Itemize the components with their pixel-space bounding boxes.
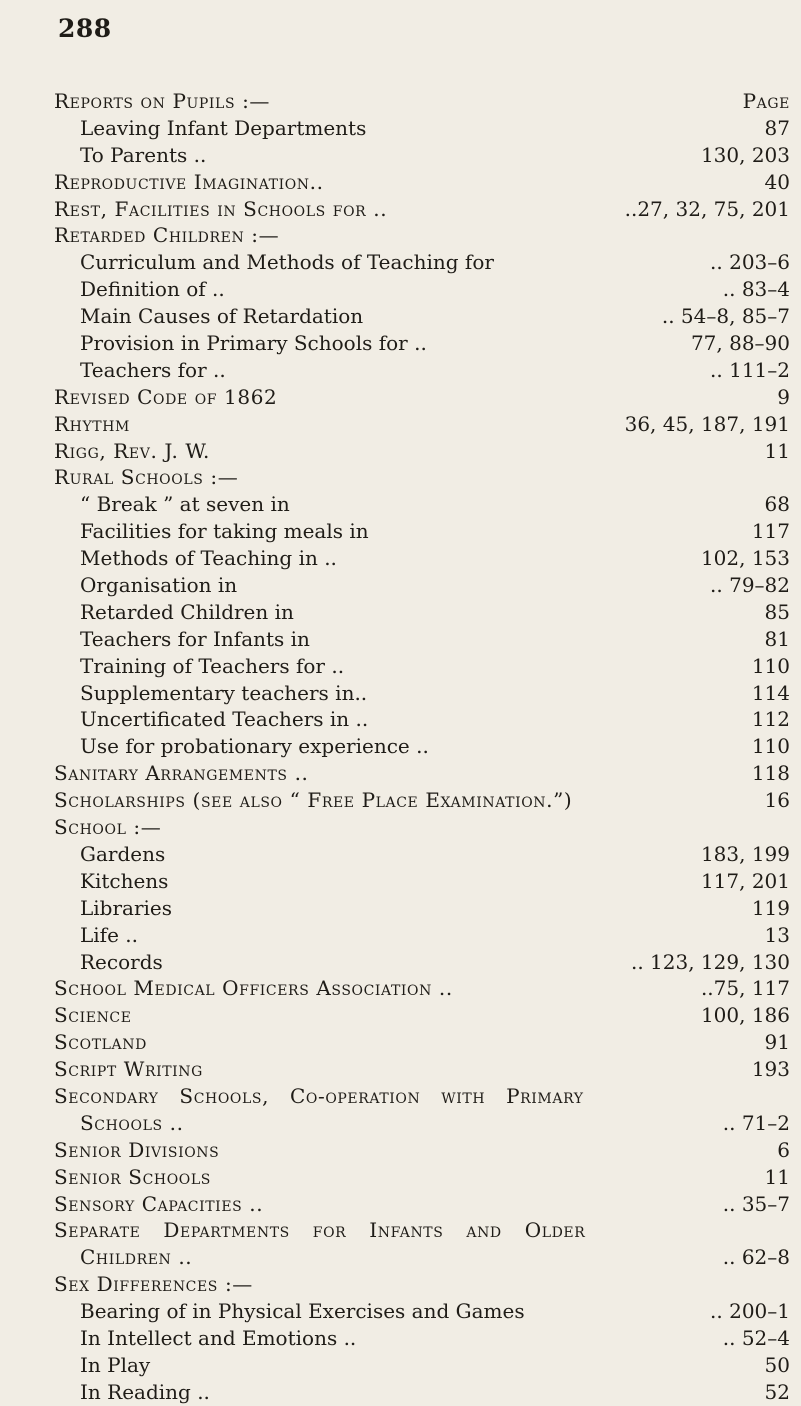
entry-pages: 11 — [764, 1164, 790, 1189]
entry-label: Senior Schools — [54, 1164, 211, 1189]
index-entry — [54, 841, 790, 868]
entry-pages: .. 35–7 — [722, 1191, 790, 1216]
index-entry — [54, 626, 790, 653]
entry-pages: .. 123, 129, 130 — [630, 949, 790, 974]
entry-label: Life .. — [80, 922, 138, 947]
index-entry — [54, 1379, 790, 1406]
index-entry — [54, 1056, 790, 1083]
entry-pages: 52 — [764, 1379, 790, 1404]
index-entry — [54, 680, 790, 707]
index-entry — [54, 115, 790, 142]
index-entry — [54, 491, 790, 518]
entry-pages: 100, 186 — [700, 1003, 790, 1028]
entry-label: Definition of .. — [80, 277, 225, 302]
index-entry — [54, 760, 790, 787]
index-entry — [54, 1083, 790, 1110]
entry-pages: .. 62–8 — [722, 1245, 790, 1270]
entry-pages: 102, 153 — [700, 546, 790, 571]
index-list — [54, 88, 790, 1406]
entry-pages: 36, 45, 187, 191 — [624, 411, 790, 436]
index-entry — [54, 276, 790, 303]
index-entry — [54, 653, 790, 680]
entry-pages: 87 — [764, 115, 790, 140]
entry-label: Children .. — [80, 1245, 193, 1270]
entry-pages: ..27, 32, 75, 201 — [624, 196, 790, 221]
entry-label: Revised Code of 1862 — [54, 384, 278, 409]
index-entry — [54, 1002, 790, 1029]
entry-label: Training of Teachers for .. — [80, 653, 345, 678]
entry-pages: .. 54–8, 85–7 — [661, 304, 790, 329]
entry-label: In Reading .. — [80, 1379, 210, 1404]
entry-pages: 6 — [777, 1137, 790, 1162]
entry-label: Sensory Capacities .. — [54, 1191, 264, 1216]
entry-label: Script Writing — [54, 1057, 203, 1082]
entry-label: Gardens — [80, 841, 166, 866]
page-column-header: Page — [742, 89, 790, 113]
entry-label: Leaving Infant Departments — [80, 115, 367, 140]
index-entry — [54, 1271, 790, 1298]
index-entry — [54, 88, 790, 115]
entry-pages: .. 203–6 — [710, 250, 790, 275]
entry-pages: 130, 203 — [700, 142, 790, 167]
index-entry — [54, 1325, 790, 1352]
entry-pages: 50 — [764, 1352, 790, 1377]
entry-pages: 77, 88–90 — [690, 331, 790, 356]
index-entry — [54, 572, 790, 599]
index-entry — [54, 249, 790, 276]
entry-label: Reproductive Imagination.. — [54, 169, 324, 194]
index-entry — [54, 169, 790, 196]
entry-label: School :— — [54, 815, 162, 840]
index-entry — [54, 949, 790, 976]
entry-pages: 119 — [751, 895, 790, 920]
entry-label: Separate Departments for Infants and Older — [54, 1218, 586, 1243]
page-number: 288 — [58, 14, 112, 43]
entry-pages: 13 — [764, 922, 790, 947]
entry-pages: .. 111–2 — [710, 357, 790, 382]
entry-pages: 112 — [751, 707, 790, 732]
entry-pages: 118 — [751, 761, 790, 786]
entry-label: Schools .. — [80, 1110, 184, 1135]
entry-label: Methods of Teaching in .. — [80, 546, 337, 571]
index-entry — [54, 303, 790, 330]
index-entry — [54, 1191, 790, 1218]
entry-pages: .. 52–4 — [722, 1325, 790, 1350]
entry-pages: 117, 201 — [700, 868, 790, 893]
entry-pages: .. 79–82 — [710, 573, 790, 598]
entry-label: Rest, Facilities in Schools for .. — [54, 196, 388, 221]
entry-label: In Play — [80, 1352, 151, 1377]
index-entry — [54, 142, 790, 169]
index-entry — [54, 357, 790, 384]
index-entry — [54, 1217, 790, 1244]
entry-pages: 117 — [751, 519, 790, 544]
index-entry — [54, 1029, 790, 1056]
index-entry — [54, 438, 790, 465]
entry-pages: 11 — [764, 438, 790, 463]
entry-pages: 16 — [764, 788, 790, 813]
index-entry — [54, 1137, 790, 1164]
index-entry — [54, 1164, 790, 1191]
entry-label: Use for probationary experience .. — [80, 734, 429, 759]
entry-pages: .. 200–1 — [710, 1299, 790, 1324]
entry-pages: 40 — [764, 169, 790, 194]
entry-label: Sex Differences :— — [54, 1272, 253, 1297]
entry-label: Kitchens — [80, 868, 169, 893]
entry-pages: .. 83–4 — [722, 277, 790, 302]
index-entry — [54, 1352, 790, 1379]
index-entry — [54, 599, 790, 626]
entry-label: Rural Schools :— — [54, 465, 239, 490]
index-entry — [54, 1110, 790, 1137]
entry-label: “ Break ” at seven in — [80, 492, 290, 517]
entry-pages: 114 — [751, 680, 790, 705]
entry-pages: 85 — [764, 599, 790, 624]
entry-label: Teachers for Infants in — [80, 626, 310, 651]
entry-label: Reports on Pupils :— — [54, 89, 271, 113]
entry-label: Provision in Primary Schools for .. — [80, 331, 427, 356]
entry-label: Rhythm — [54, 411, 130, 436]
index-entry — [54, 895, 790, 922]
entry-pages: 110 — [751, 734, 790, 759]
entry-label: Facilities for taking meals in — [80, 519, 369, 544]
entry-pages: ..75, 117 — [700, 976, 790, 1001]
entry-label: Science — [54, 1003, 132, 1028]
index-entry — [54, 411, 790, 438]
index-entry — [54, 518, 790, 545]
entry-label: Retarded Children in — [80, 599, 294, 624]
entry-label: Secondary Schools, Co-operation with Primary — [54, 1083, 584, 1108]
entry-label: Supplementary teachers in.. — [80, 680, 368, 705]
entry-label: Uncertificated Teachers in .. — [80, 707, 369, 732]
index-entry — [54, 922, 790, 949]
index-entry — [54, 384, 790, 411]
entry-label: Scholarships (see also “ Free Place Examination.”) — [54, 788, 573, 813]
entry-label: Retarded Children :— — [54, 223, 280, 248]
entry-pages: 91 — [764, 1030, 790, 1055]
entry-label: To Parents .. — [80, 142, 207, 167]
entry-label: In Intellect and Emotions .. — [80, 1325, 357, 1350]
entry-pages: 9 — [777, 384, 790, 409]
entry-label: Records — [80, 949, 163, 974]
index-entry — [54, 787, 790, 814]
entry-pages: 193 — [751, 1057, 790, 1082]
index-entry — [54, 733, 790, 760]
entry-label: Senior Divisions — [54, 1137, 220, 1162]
entry-label: Sanitary Arrangements .. — [54, 761, 309, 786]
entry-pages: 68 — [764, 492, 790, 517]
index-entry — [54, 222, 790, 249]
index-entry — [54, 1244, 790, 1271]
index-entry — [54, 975, 790, 1002]
entry-label: Organisation in — [80, 573, 238, 598]
index-entry — [54, 196, 790, 223]
index-entry — [54, 330, 790, 357]
entry-pages: 81 — [764, 626, 790, 651]
entry-pages: .. 71–2 — [722, 1110, 790, 1135]
entry-pages: 183, 199 — [700, 841, 790, 866]
index-entry — [54, 1298, 790, 1325]
entry-label: Teachers for .. — [80, 357, 226, 382]
index-entry — [54, 464, 790, 491]
index-entry — [54, 814, 790, 841]
entry-pages: 110 — [751, 653, 790, 678]
index-entry — [54, 545, 790, 572]
index-entry — [54, 868, 790, 895]
entry-label: Libraries — [80, 895, 173, 920]
index-entry — [54, 706, 790, 733]
entry-label: Scotland — [54, 1030, 147, 1055]
entry-label: Bearing of in Physical Exercises and Games — [80, 1299, 525, 1324]
entry-label: Main Causes of Retardation — [80, 304, 364, 329]
entry-label: Curriculum and Methods of Teaching for — [80, 250, 494, 275]
entry-label: Rigg, Rev. J. W. — [54, 438, 210, 463]
entry-label: School Medical Officers Association .. — [54, 976, 453, 1001]
